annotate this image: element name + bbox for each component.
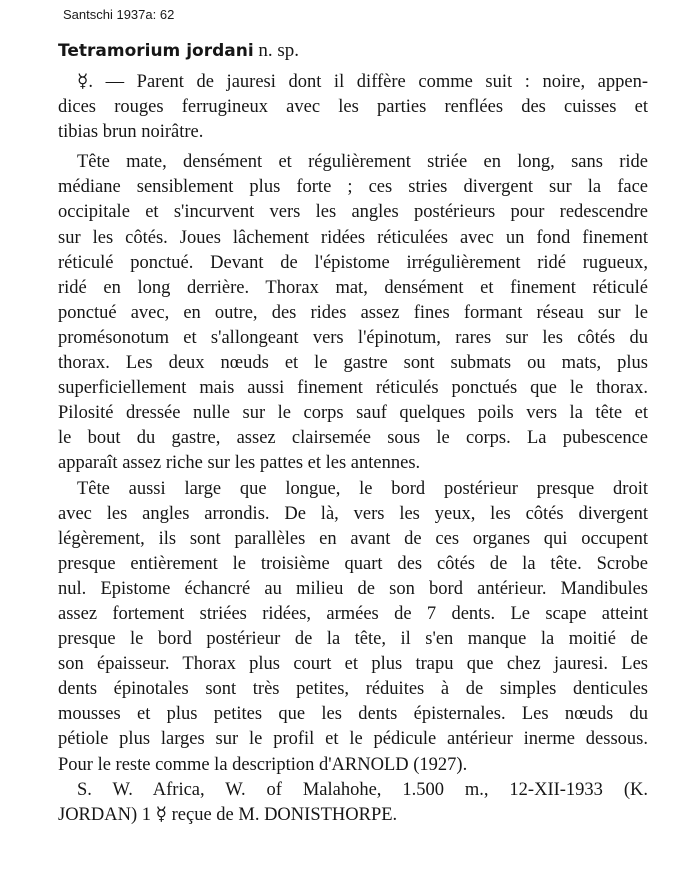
paragraph-2-line: Tête mate, densément et régulièrement striée en long, sans ride — [77, 152, 648, 173]
paragraph-3-line: son épaisseur. Thorax plus court et plus trapu que chez jauresi. Les — [58, 654, 648, 675]
paragraph-1-line: ☿. — Parent de jauresi dont il diffère comme suit : noire, appen- — [77, 72, 648, 92]
collector-line: JORDAN) 1 ☿ reçue de M. DONISTHORPE. — [58, 804, 398, 825]
paragraph-3-line: nul. Epistome échancré au milieu de son bord antérieur. Mandibules — [58, 578, 648, 599]
paragraph-3-line: assez fortement striées ridées, armées de 7 dents. Le scape atteint — [58, 603, 648, 624]
paragraph-2-line: ridé en long derrière. Thorax mat, densément et finement réticulé — [58, 277, 648, 298]
paragraph-3-line: Pour le reste comme la description d'ARNOLD (1927). — [58, 754, 468, 775]
species-status: n. sp. — [258, 40, 300, 61]
paragraph-3-line: légèrement, ils sont parallèles en avant de ces organes qui occupent — [58, 528, 648, 549]
citation-label: Santschi 1937a: 62 — [63, 7, 175, 22]
paragraph-2-line: occipitale et s'incurvent vers les angles postérieurs pour redescendre — [58, 202, 648, 223]
paragraph-2-line: apparaît assez riche sur les pattes et les antennes. — [58, 453, 421, 474]
species-heading — [58, 40, 299, 62]
paragraph-2-line: le bout du gastre, assez clairsemée sous le corps. La pubescence — [58, 428, 648, 449]
paragraph-2-line: sur les côtés. Joues lâchement ridées réticulées avec un fond finement — [58, 227, 648, 248]
paragraph-3-line: mousses et plus petites que les dents épisternales. Les nœuds du — [58, 704, 648, 725]
paragraph-2-line: Pilosité dressée nulle sur le corps sauf quelques poils vers la tête et — [58, 403, 648, 424]
paragraph-1-line: dices rouges ferrugineux avec les parties renflées des cuisses et — [58, 97, 648, 118]
paragraph-2-line: thorax. Les deux nœuds et le gastre sont submats ou mats, plus — [58, 353, 648, 374]
paragraph-1-line: tibias brun noirâtre. — [58, 122, 204, 143]
locality-line: S. W. Africa, W. of Malahohe, 1.500 m., 12-XII-1933 (K. — [77, 779, 648, 800]
paragraph-2-line: ponctué avec, en outre, des rides assez fines formant réseau sur le — [58, 302, 648, 323]
paragraph-3-line: pétiole plus larges sur le profil et le pédicule antérieur inerme dessous. — [58, 729, 648, 750]
paragraph-2-line: promésonotum et s'allongeant vers l'épinotum, rares sur les côtés du — [58, 327, 648, 348]
paragraph-3-line: presque le bord postérieur de la tête, il s'en manque la moitié de — [58, 629, 648, 650]
paragraph-2-line: réticulé ponctué. Devant de l'épistome irrégulièrement ridé rugueux, — [58, 252, 648, 273]
paragraph-2-line: médiane sensiblement plus forte ; ces stries divergent sur la face — [58, 177, 648, 198]
paragraph-3-line: avec les angles arrondis. De là, vers les yeux, les côtés divergent — [58, 503, 648, 524]
paragraph-2-line: superficiellement mais aussi finement réticulés ponctués que le thorax. — [58, 378, 648, 399]
paragraph-3-line: Tête aussi large que longue, le bord postérieur presque droit — [77, 478, 648, 499]
species-name: Tetramorium jordani — [58, 41, 254, 61]
paragraph-3-line: presque entièrement le troisième quart des côtés de la tête. Scrobe — [58, 553, 648, 574]
paragraph-3-line: dents épinotales sont très petites, réduites à de simples denticules — [58, 679, 648, 700]
description-body — [58, 70, 648, 828]
